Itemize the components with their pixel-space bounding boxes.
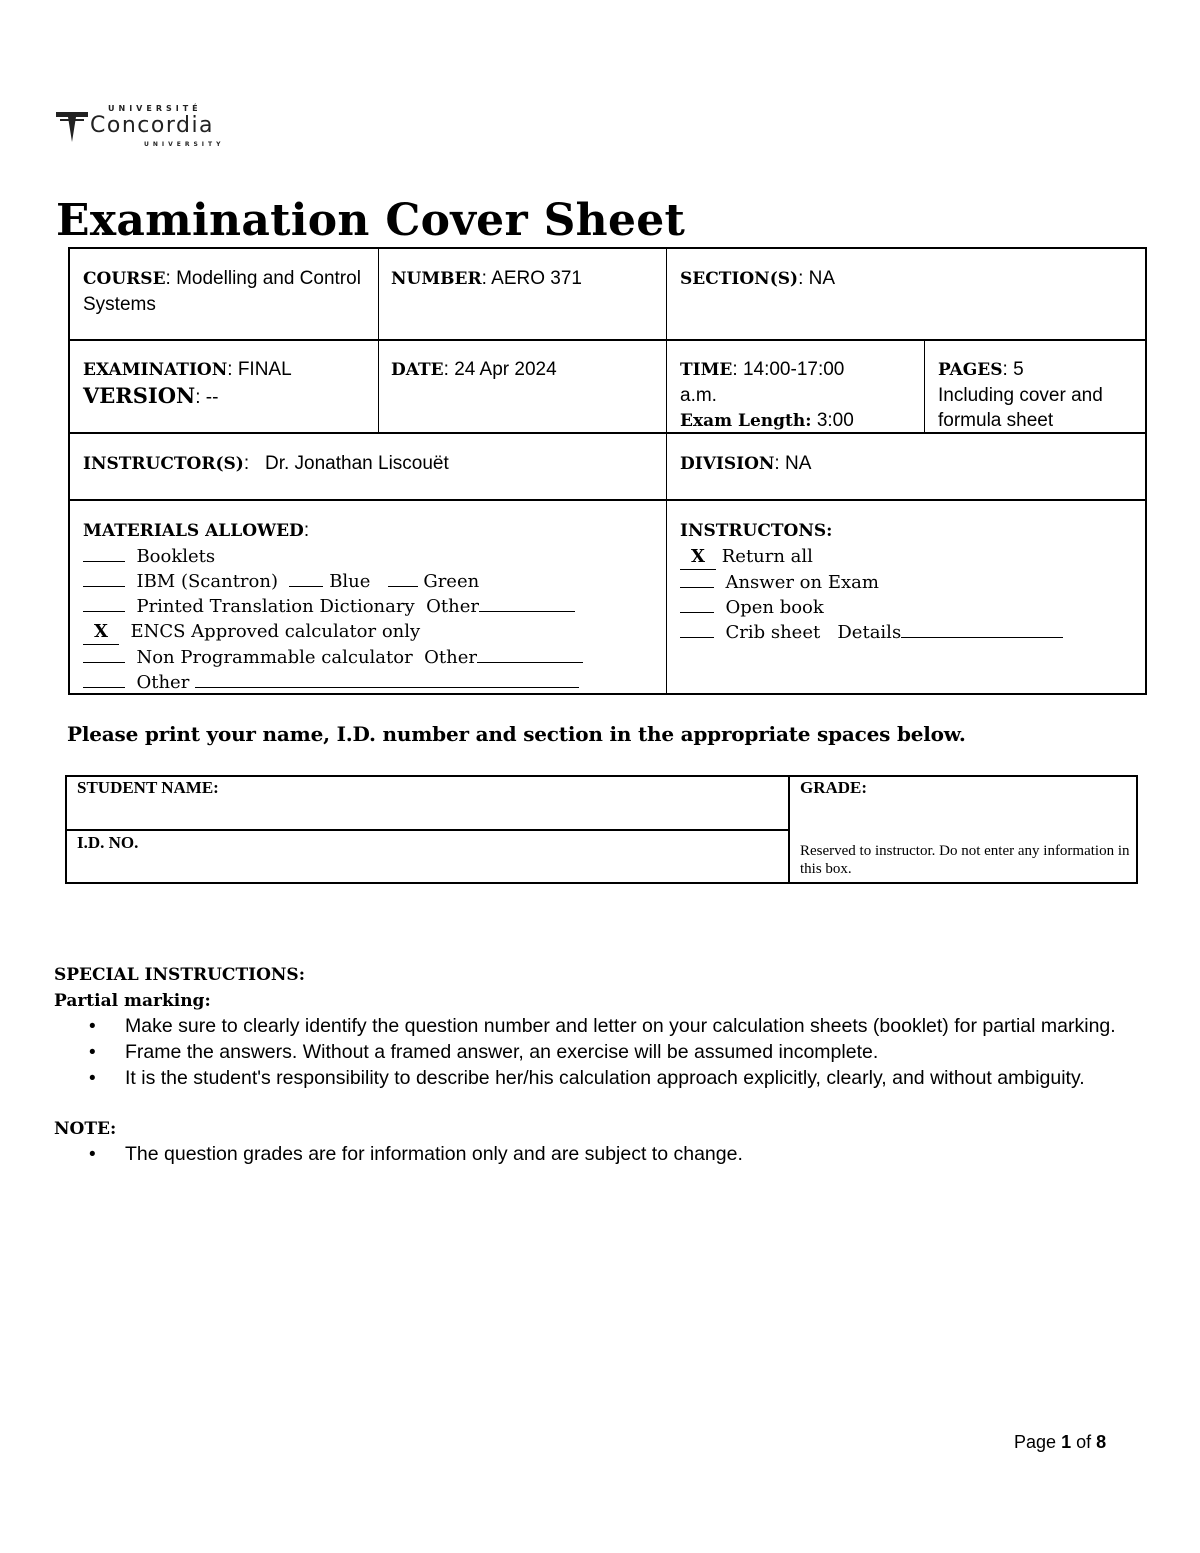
exam-length-value: 3:00 [816, 410, 854, 431]
materials-cell: MATERIALS ALLOWED: Booklets IBM (Scantron) Blue Green Printed Translation Dictionary Other X ENCS Approved calculator only Non Programmable calculator Other Other [83, 518, 663, 695]
division-value: NA [784, 453, 812, 474]
partial-marking-heading: Partial marking: [54, 991, 211, 1011]
list-item: • It is the student's responsibility to describe her/his calculation approach explicitly, clearly, and without ambiguity. [54, 1066, 1154, 1091]
material-dictionary: Printed Translation Dictionary Other [83, 594, 663, 619]
exam-length-label: Exam Length: [680, 411, 812, 431]
material-calculator: X ENCS Approved calculator only [83, 619, 663, 645]
section-label: SECTION(S) [680, 269, 799, 289]
course-cell: COURSE: Modelling and Control Systems [83, 268, 361, 315]
list-item: • The question grades are for information only and are subject to change. [54, 1142, 1154, 1167]
time-label: TIME [680, 360, 733, 380]
logo-name: Concordia [90, 113, 215, 138]
division-label: DIVISION [680, 454, 775, 474]
page-number: Page 1 of 8 [1014, 1432, 1107, 1452]
shield-logo-icon [54, 108, 90, 148]
section-value: NA [808, 268, 836, 289]
student-name-label: STUDENT NAME: [77, 778, 219, 797]
list-item: • Make sure to clearly identify the question number and letter on your calculation sheets (booklet) for partial marking. [54, 1014, 1154, 1039]
special-heading: SPECIAL INSTRUCTIONS: [54, 965, 305, 985]
pages-value: 5 [1013, 359, 1024, 380]
page-title: Examination Cover Sheet [56, 195, 686, 246]
instructor-value: Dr. Jonathan Liscouët [264, 453, 449, 474]
logo-top-text: UNIVERSITÉ [108, 104, 202, 113]
print-notice: Please print your name, I.D. number and section in the appropriate spaces below. [67, 722, 966, 746]
note-heading: NOTE: [54, 1119, 117, 1139]
version-label: VERSION [83, 383, 196, 408]
examination-value: FINAL [237, 359, 292, 380]
special-instructions [54, 962, 1154, 1168]
version-value: -- [205, 387, 219, 408]
examination-label: EXAMINATION [83, 360, 228, 380]
logo-bottom-text: UNIVERSITY [144, 141, 225, 148]
material-other: Other [83, 670, 663, 695]
time-cell: TIME: 14:00-17:00 a.m. Exam Length: 3:00 [680, 359, 854, 431]
material-ibm: IBM (Scantron) Blue Green [83, 569, 663, 594]
instructions-cell [680, 518, 1140, 645]
number-cell: NUMBER: AERO 371 [391, 268, 582, 289]
concordia-logo [52, 104, 252, 154]
section-cell: SECTION(S): NA [680, 268, 836, 289]
material-nonprog: Non Programmable calculator Other [83, 645, 663, 670]
id-number-label: I.D. NO. [77, 833, 139, 852]
instructor-label: INSTRUCTOR(S) [83, 454, 244, 474]
number-label: NUMBER [391, 269, 482, 289]
number-value: AERO 371 [491, 268, 582, 289]
note-list [54, 1142, 1154, 1167]
pages-cell: PAGES: 5 Including cover and formula sheet [938, 357, 1143, 433]
course-label: COURSE [83, 269, 166, 289]
time-value: 14:00-17:00 a.m. [680, 359, 845, 406]
instructions-heading: INSTRUCTONS: [680, 521, 833, 541]
pages-label: PAGES [938, 360, 1003, 380]
instruction-return-all: X Return all [680, 544, 1140, 570]
partial-marking-list [54, 1014, 1154, 1091]
instruction-open-book: Open book [680, 595, 1140, 620]
instructor-cell: INSTRUCTOR(S): Dr. Jonathan Liscouët [83, 453, 449, 474]
list-item: • Frame the answers. Without a framed answer, an exercise will be assumed incomplete. [54, 1040, 1154, 1065]
grade-note: Reserved to instructor. Do not enter any information in this box. [800, 843, 1130, 877]
date-label: DATE [391, 360, 444, 380]
date-value: 24 Apr 2024 [454, 359, 557, 380]
instruction-answer-on-exam: Answer on Exam [680, 570, 1140, 595]
division-cell: DIVISION: NA [680, 453, 812, 474]
instruction-crib-sheet: Crib sheet Details [680, 620, 1140, 645]
material-booklets: Booklets [83, 544, 663, 569]
date-cell: DATE: 24 Apr 2024 [391, 359, 557, 380]
grade-label: GRADE: [800, 778, 868, 797]
examination-cell: EXAMINATION: FINAL VERSION: -- [83, 359, 292, 408]
pages-note: Including cover and formula sheet [938, 385, 1103, 431]
course-value: Modelling and Control Systems [83, 268, 361, 315]
materials-heading: MATERIALS ALLOWED [83, 521, 304, 541]
